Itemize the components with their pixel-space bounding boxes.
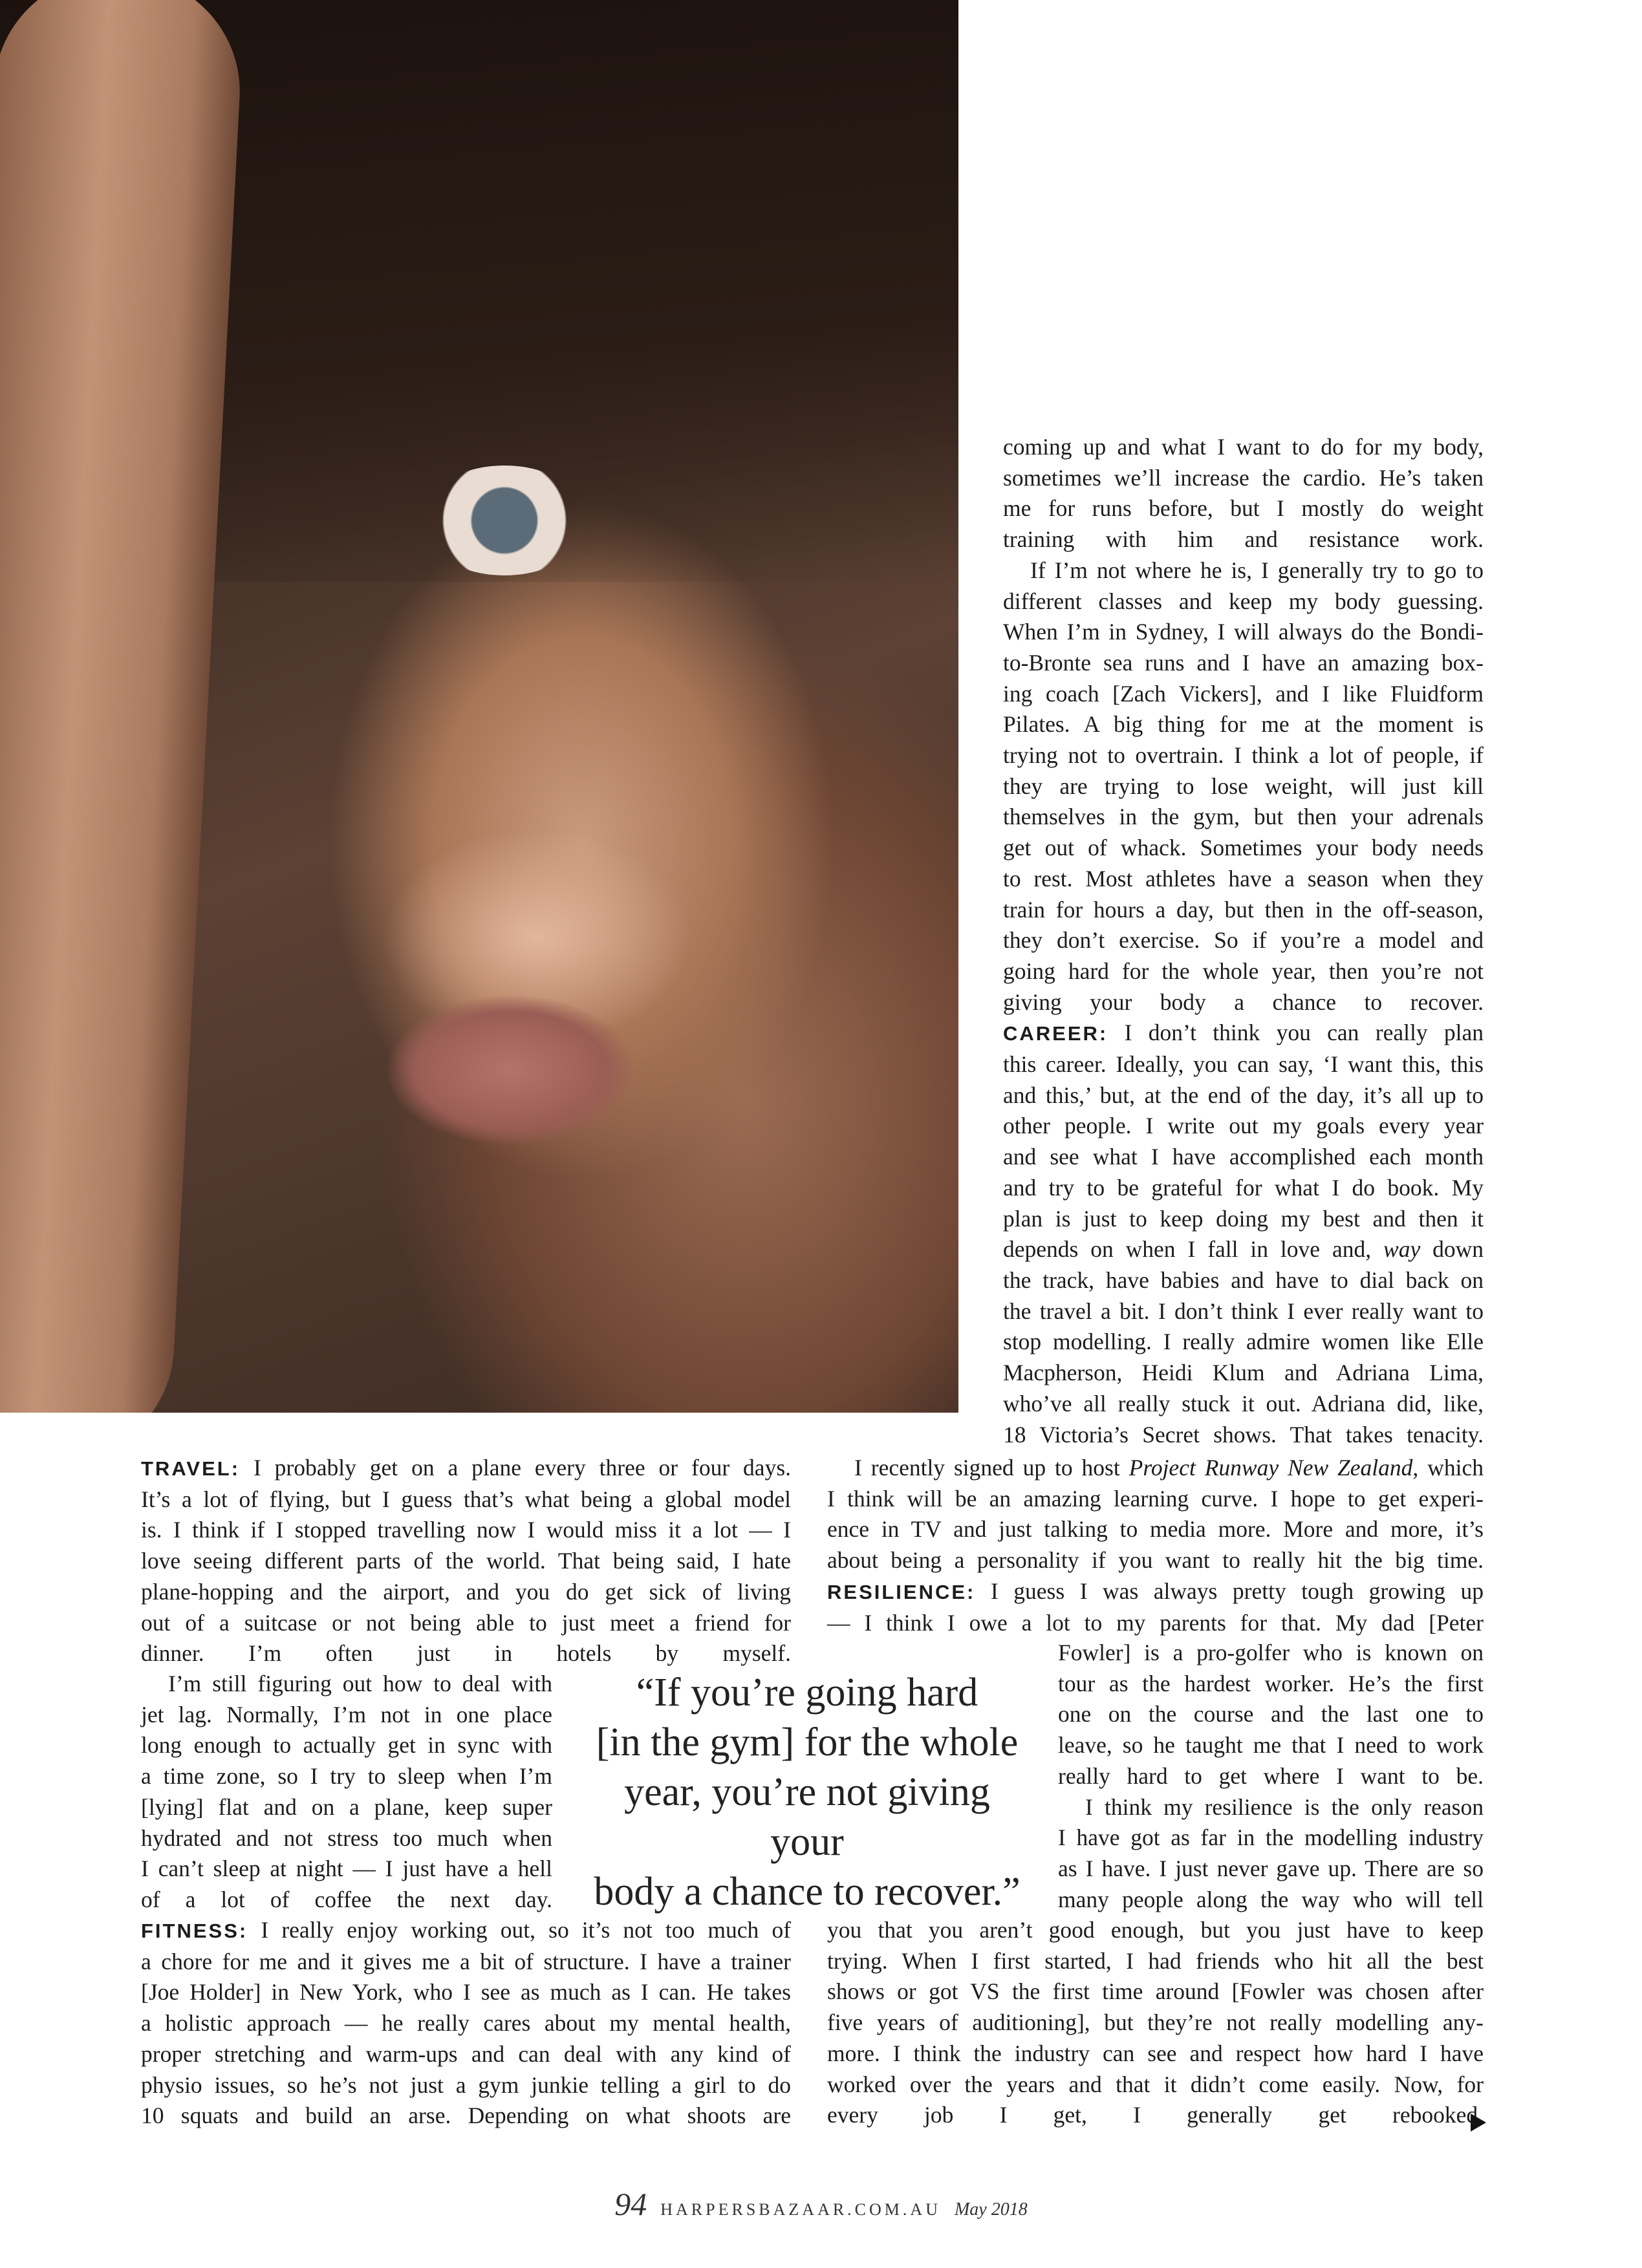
body-line-with-emphasis: [1003, 1234, 1484, 1265]
text-fragment: I recently signed up to host: [854, 1455, 1120, 1481]
body-line: going hard for the whole year, then you’re not: [1003, 957, 1484, 984]
body-line: giving your body a chance to recover.: [1003, 989, 1484, 1015]
lips-shape: [388, 996, 634, 1144]
body-line: a chore for me and it gives me a bit of structure. I have a trainer: [141, 1948, 791, 1974]
body-line: plan is just to keep doing my best and then it: [1003, 1205, 1484, 1232]
show-title: Project Runway New Zealand: [1129, 1455, 1413, 1481]
fitness-first-line: [141, 1915, 791, 1947]
body-line: out of a suitcase or not being able to just meet a friend for: [141, 1609, 791, 1636]
body-line: I have got as far in the modelling industry: [1058, 1824, 1484, 1851]
body-line: other people. I write out my goals every year: [1003, 1113, 1484, 1139]
body-line: trying. When I first started, I had friends who hit all the best: [827, 1947, 1484, 1974]
arm-shape: [0, 0, 246, 1413]
body-line: train for hours a day, but then in the off-season,: [1003, 896, 1484, 923]
body-line: stop modelling. I really admire women like Elle: [1003, 1329, 1484, 1355]
body-line: I think my resilience is the only reason: [1085, 1793, 1484, 1820]
body-line: I think will be an amazing learning curve. I hope to get experi-: [827, 1485, 1484, 1512]
body-line: many people along the way who will tell: [1058, 1886, 1484, 1912]
body-line: I’m still figuring out how to deal with: [168, 1671, 552, 1696]
pull-quote-line: body a chance to recover.”: [594, 1870, 1021, 1914]
body-line: they are trying to lose weight, will just kill: [1003, 773, 1484, 799]
left-column-narrow: [141, 1669, 552, 1916]
body-line: love seeing different parts of the world. That being said, I hate: [141, 1548, 791, 1574]
body-line: plane-hopping and the airport, and you do get sick of living: [141, 1578, 791, 1605]
body-line: coming up and what I want to do for my body,: [1003, 434, 1484, 460]
body-line: really hard to get where I want to be.: [1058, 1762, 1484, 1789]
body-line: I can’t sleep at night — I just have a hell: [141, 1856, 552, 1882]
pull-quote-line: year, you’re not giving your: [624, 1770, 990, 1864]
resilience-first-line: [827, 1576, 1484, 1608]
body-line: one on the course and the last one to: [1058, 1701, 1484, 1728]
text-fragment: down: [1432, 1236, 1484, 1263]
body-line-with-emphasis: [827, 1453, 1484, 1484]
body-line: and try to be grateful for what I do book. My: [1003, 1174, 1484, 1201]
arrow-right-icon: [1471, 2113, 1486, 2132]
body-line: this career. Ideally, you can say, ‘I want this, this: [1003, 1051, 1484, 1078]
issue-date: May 2018: [954, 2199, 1028, 2220]
pull-quote-line: [in the gym] for the whole: [596, 1720, 1019, 1764]
body-line: the track, have babies and have to dial back on: [1003, 1267, 1484, 1293]
body-line: to rest. Most athletes have a season when they: [1003, 865, 1484, 892]
body-line: is. I think if I stopped travelling now I would miss it a lot — I: [141, 1517, 791, 1543]
body-line: a holistic approach — he really cares about my mental health,: [141, 2010, 791, 2037]
body-line: trying not to overtrain. I think a lot of people, if: [1003, 742, 1484, 769]
career-first-line: [1003, 1018, 1484, 1049]
body-line: me for runs before, but I mostly do weight: [1003, 495, 1484, 522]
body-line: of a lot of coffee the next day.: [141, 1886, 552, 1912]
body-line: physio issues, so he’s not just a gym junkie telling a girl to do: [141, 2071, 791, 2098]
body-line: who’ve all really stuck it out. Adriana did, like,: [1003, 1390, 1484, 1417]
text-fragment: , which: [1412, 1455, 1484, 1481]
body-line: themselves in the gym, but then your adrenals: [1003, 804, 1484, 830]
career-first-text: I don’t think you can really plan: [1124, 1020, 1484, 1046]
body-line: If I’m not where he is, I generally try to go to: [1030, 557, 1484, 583]
travel-first-line: [141, 1453, 791, 1484]
body-line: the travel a bit. I don’t think I ever really want to: [1003, 1298, 1484, 1324]
body-line: sometimes we’ll increase the cardio. He’s taken: [1003, 464, 1484, 491]
fitness-first-text: I really enjoy working out, so it’s not too much of: [261, 1917, 792, 1943]
body-line: Fowler] is a pro-golfer who is known on: [1058, 1640, 1484, 1665]
text-fragment: depends on when I fall in love and,: [1003, 1236, 1372, 1263]
body-line: tour as the hardest worker. He’s the first: [1058, 1670, 1484, 1696]
body-line: training with him and resistance work.: [1003, 526, 1484, 553]
body-line: shows or got VS the first time around [Fowler was chosen after: [827, 1978, 1484, 2005]
body-line: dinner. I’m often just in hotels by myself.: [141, 1640, 791, 1667]
travel-first-text: I probably get on a plane every three or four days.: [253, 1455, 792, 1481]
body-line: they don’t exercise. So if you’re a model and: [1003, 927, 1484, 954]
body-line: hydrated and not stress too much when: [141, 1824, 552, 1851]
page-number: 94: [614, 2186, 647, 2222]
body-line: different classes and keep my body guessing.: [1003, 588, 1484, 614]
body-line: about being a personality if you want to really hit the big time.: [827, 1547, 1484, 1574]
right-column-lower: [827, 1453, 1484, 1638]
body-line: Macpherson, Heidi Klum and Adriana Lima,: [1003, 1360, 1484, 1386]
body-line: 10 squats and build an arse. Depending on what shoots are: [141, 2102, 791, 2129]
body-line: more. I think the industry can see and respect how hard I have: [827, 2040, 1484, 2066]
travel-heading: TRAVEL:: [141, 1457, 241, 1480]
body-line: a time zone, so I try to sleep when I’m: [141, 1763, 552, 1790]
right-column-narrow: [1058, 1638, 1484, 1915]
pull-quote-line: “If you’re going hard: [636, 1671, 978, 1715]
body-line: you that you aren’t good enough, but you just have to keep: [827, 1917, 1484, 1943]
body-line: as I have. I just never gave up. There are so: [1058, 1855, 1484, 1881]
left-column-bottom: [141, 1915, 791, 2132]
right-column-bottom: [827, 1915, 1484, 2131]
body-line: It’s a lot of flying, but I guess that’s what being a global model: [141, 1486, 791, 1512]
body-line: — I think I owe a lot to my parents for that. My dad [Peter: [827, 1609, 1484, 1636]
body-line: [lying] flat and on a plane, keep super: [141, 1793, 552, 1820]
eye-shape: [420, 465, 589, 575]
body-line: long enough to actually get in sync with: [141, 1732, 552, 1759]
body-line: Pilates. A big thing for me at the moment is: [1003, 711, 1484, 738]
body-line: When I’m in Sydney, I will always do the Bondi-: [1003, 619, 1484, 645]
career-heading: CAREER:: [1003, 1022, 1108, 1045]
emphasis-text: way: [1383, 1236, 1421, 1263]
body-line: 18 Victoria’s Secret shows. That takes tenacity.: [1003, 1421, 1484, 1448]
body-line: ence in TV and just talking to media more. More and more, it’s: [827, 1516, 1484, 1543]
body-line: worked over the years and that it didn’t come easily. Now, for: [827, 2071, 1484, 2097]
body-line: and see what I have accomplished each month: [1003, 1144, 1484, 1170]
body-line: leave, so he taught me that I need to work: [1058, 1732, 1484, 1759]
right-column-top: [1003, 432, 1484, 1450]
site-url: HARPERSBAZAAR.COM.AU: [660, 2200, 941, 2219]
body-line: five years of auditioning], but they’re not really modelling any-: [827, 2009, 1484, 2036]
body-line: every job I get, I generally get rebooked.: [827, 2102, 1484, 2128]
pull-quote: [587, 1668, 1027, 1917]
body-line: jet lag. Normally, I’m not in one place: [141, 1701, 552, 1728]
resilience-first-text: I guess I was always pretty tough growing up: [990, 1578, 1484, 1604]
body-line: [Joe Holder] in New York, who I see as much as I can. He takes: [141, 1979, 791, 2006]
body-line: ing coach [Zach Vickers], and I like Fluidform: [1003, 680, 1484, 707]
body-line: and this,’ but, at the end of the day, it’s all up to: [1003, 1082, 1484, 1108]
left-column-top: [141, 1453, 791, 1669]
fitness-heading: FITNESS:: [141, 1920, 248, 1942]
body-line: to-Bronte sea runs and I have an amazing box-: [1003, 649, 1484, 676]
resilience-heading: RESILIENCE:: [827, 1580, 976, 1603]
page-footer: [0, 2185, 1642, 2223]
portrait-photo: [0, 0, 958, 1413]
body-line: proper stretching and warm-ups and can deal with any kind of: [141, 2040, 791, 2067]
body-line: get out of whack. Sometimes your body needs: [1003, 835, 1484, 861]
